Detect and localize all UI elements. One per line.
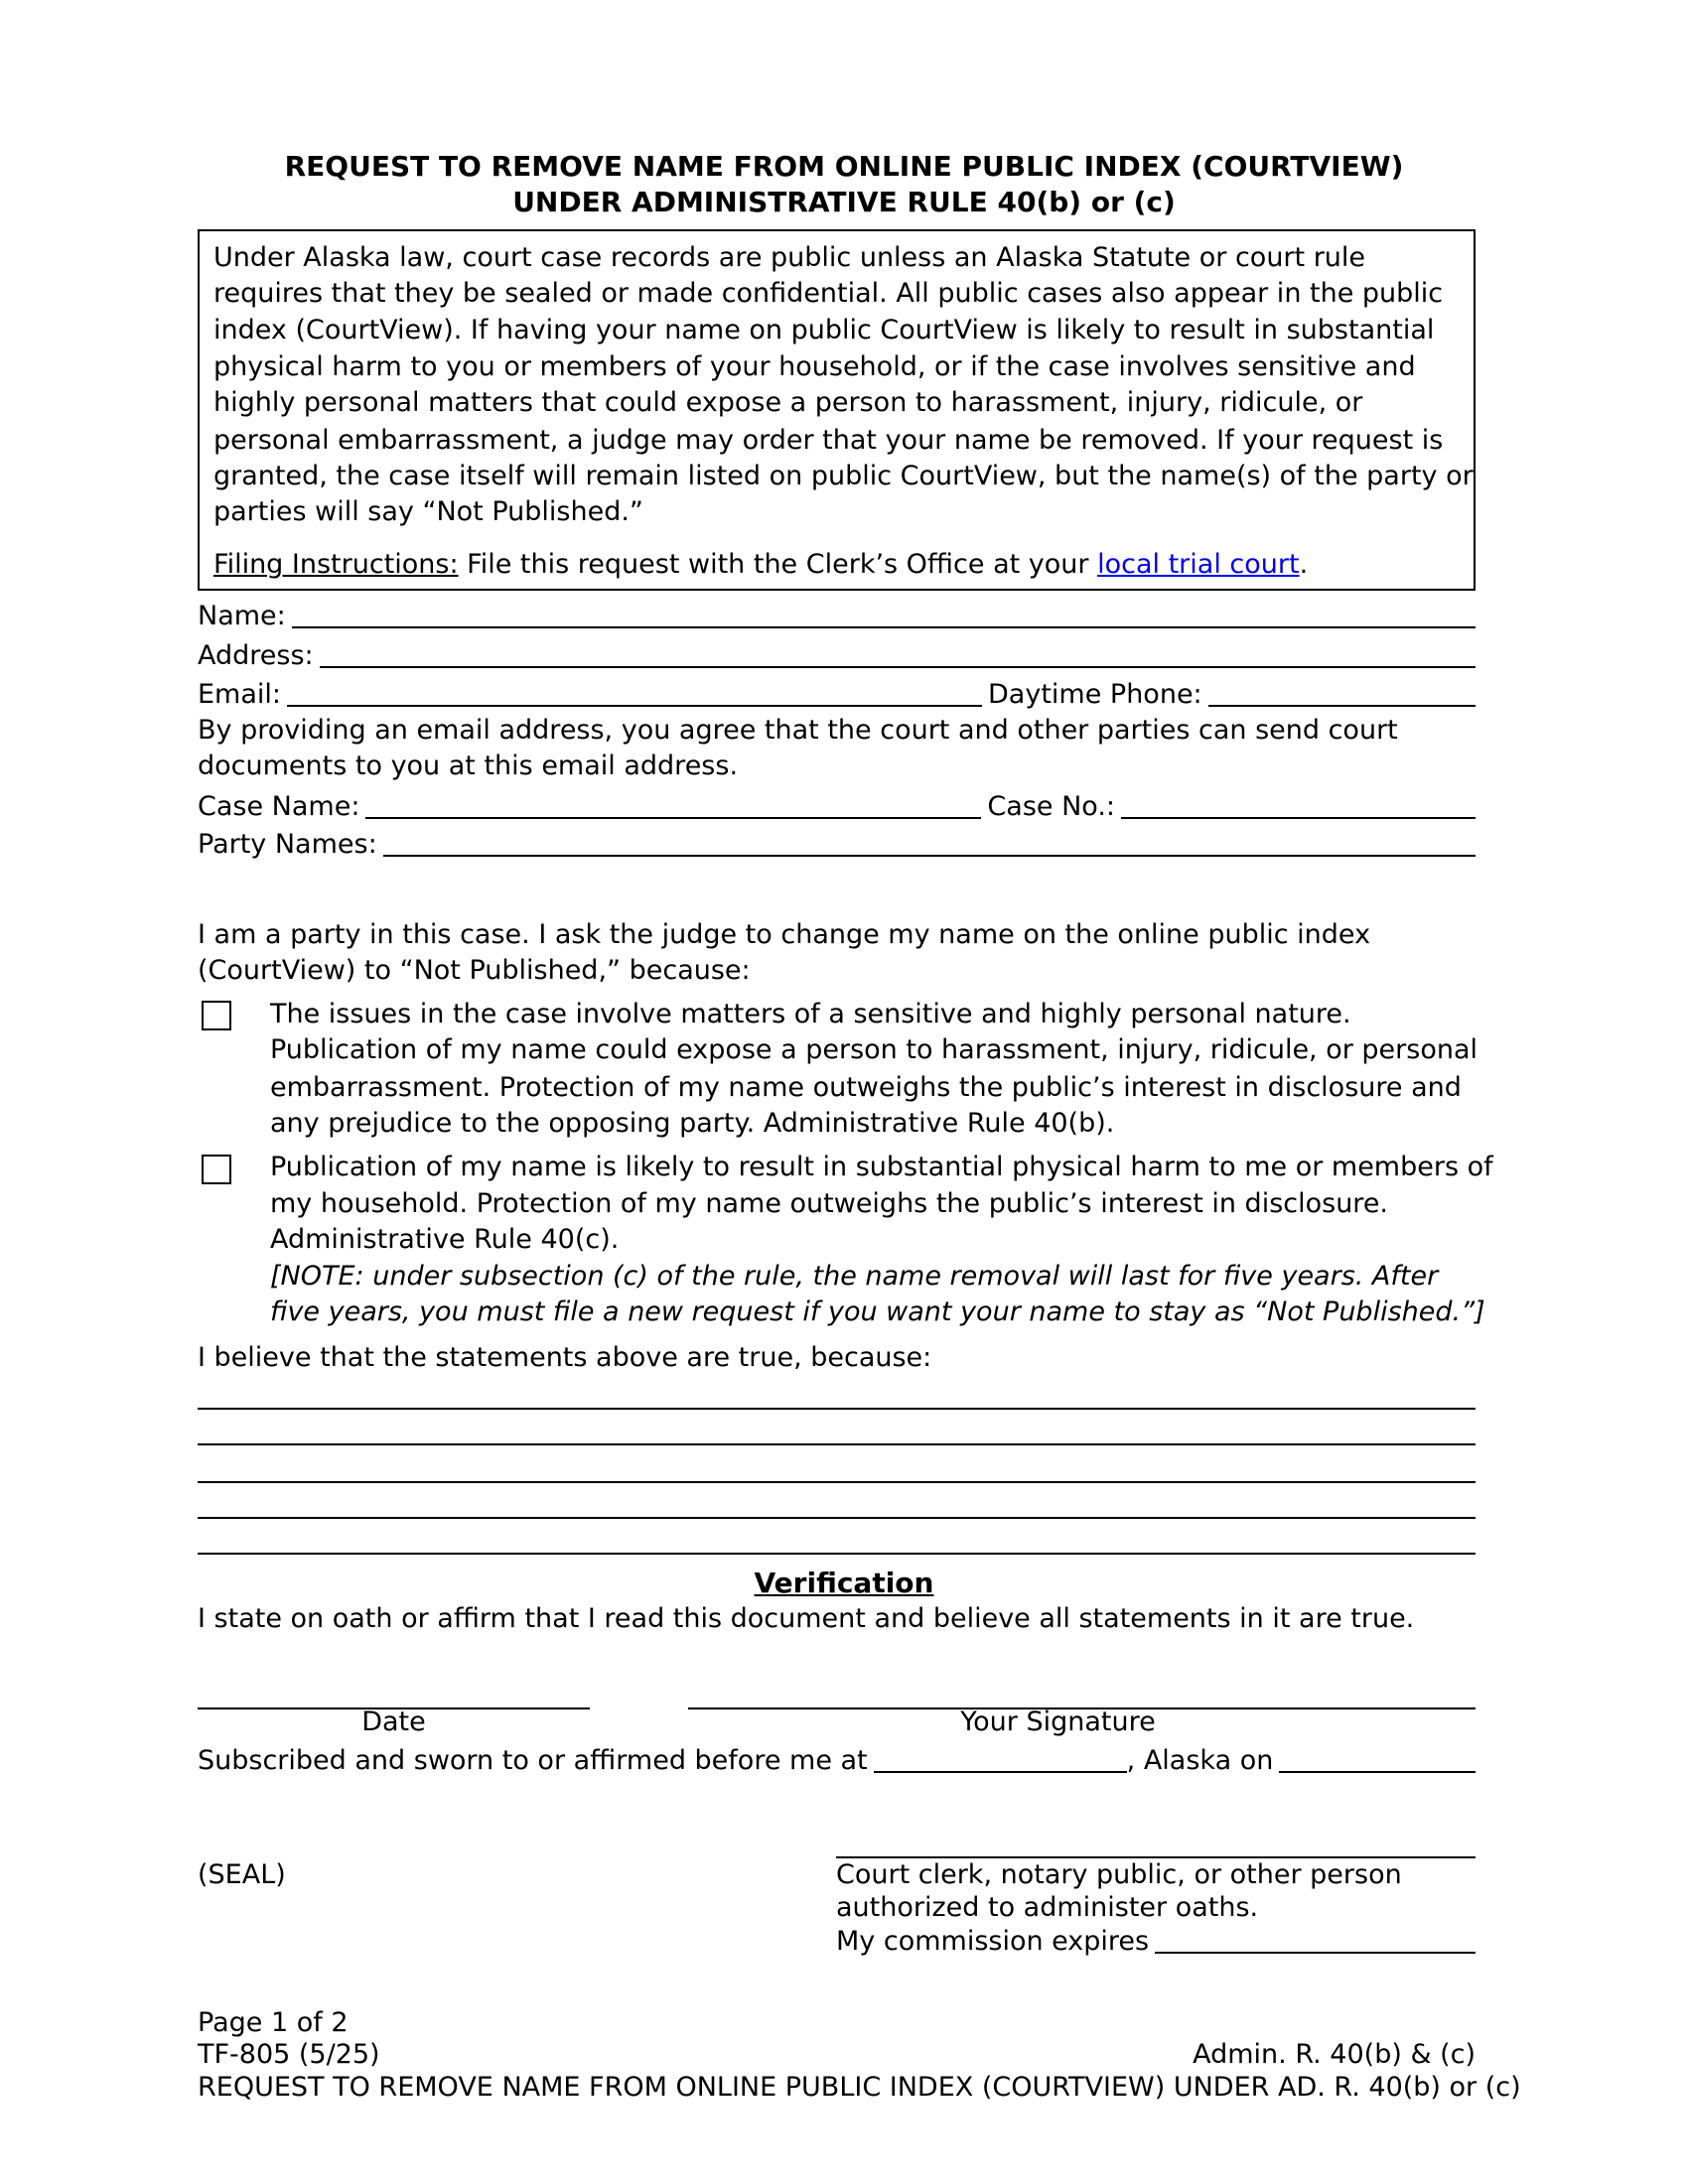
intro-line: physical harm to you or members of your household, or if the case involves sensitive and: [213, 351, 1416, 382]
address-field[interactable]: [320, 666, 1476, 668]
form-subtitle: UNDER ADMINISTRATIVE RULE 40(b) or (c): [512, 186, 1176, 218]
filing-text: File this request with the Clerk’s Office at your: [458, 549, 1098, 580]
form-title: REQUEST TO REMOVE NAME FROM ONLINE PUBLIC INDEX (COURTVIEW): [284, 150, 1404, 183]
clerk-text: Court clerk, notary public, or other person: [836, 1859, 1402, 1890]
email-field[interactable]: [287, 705, 982, 707]
case-no-field[interactable]: [1121, 817, 1476, 819]
option-40b-text: any prejudice to the opposing party. Administrative Rule 40(b).: [270, 1108, 1115, 1139]
believe-label: I believe that the statements above are true, because:: [198, 1342, 932, 1373]
address-row: [198, 638, 1476, 674]
rule-reference: Admin. R. 40(b) & (c): [1193, 2039, 1476, 2070]
name-label: Name:: [198, 601, 286, 631]
intro-line: parties will say “Not Published.”: [213, 496, 643, 527]
option-40c-text: my household. Protection of my name outweighs the public’s interest in disclosure.: [270, 1188, 1389, 1219]
intro-line: Under Alaska law, court case records are public unless an Alaska Statute or court rule: [213, 242, 1366, 273]
local-trial-court-link[interactable]: local trial court: [1097, 549, 1300, 580]
date-label: Date: [361, 1706, 426, 1737]
option-40c-checkbox[interactable]: [202, 1155, 231, 1184]
party-names-label: Party Names:: [198, 829, 377, 860]
sworn-mid: , Alaska on: [1126, 1745, 1274, 1776]
signature-label: Your Signature: [960, 1706, 1156, 1737]
intro-line: index (CourtView). If having your name on public CourtView is likely to result in substantial: [213, 315, 1435, 345]
option-40c-text: Publication of my name is likely to result in substantial physical harm to me or members of: [270, 1152, 1493, 1182]
option-40b-text: Publication of my name could expose a person to harassment, injury, ridicule, or personal: [270, 1034, 1478, 1065]
verification-statement: I state on oath or affirm that I read this document and believe all statements in it are true.: [198, 1603, 1415, 1634]
case-name-field[interactable]: [365, 817, 981, 819]
option-40c-note: [NOTE: under subsection (c) of the rule, the name removal will last for five years. After: [270, 1261, 1439, 1292]
request-text: I am a party in this case. I ask the judge to change my name on the online public index: [198, 919, 1371, 950]
request-text: (CourtView) to “Not Published,” because:: [198, 955, 751, 986]
option-40b-text: embarrassment. Protection of my name outweighs the public’s interest in disclosure and: [270, 1072, 1462, 1103]
verification-heading: Verification: [754, 1567, 934, 1599]
reason-line[interactable]: [198, 1443, 1476, 1445]
email-label: Email:: [198, 679, 282, 710]
phone-label: Daytime Phone:: [988, 679, 1202, 710]
email-note: documents to you at this email address.: [198, 751, 739, 781]
footer-title: REQUEST TO REMOVE NAME FROM ONLINE PUBLIC INDEX (COURTVIEW) UNDER AD. R. 40(b) or (c): [198, 2072, 1521, 2103]
case-no-label: Case No.:: [987, 791, 1116, 822]
commission-field[interactable]: [1155, 1952, 1476, 1954]
filing-instructions: [213, 547, 1308, 583]
option-40b-checkbox[interactable]: [202, 1001, 231, 1030]
reason-line[interactable]: [198, 1517, 1476, 1519]
intro-line: requires that they be sealed or made confidential. All public cases also appear in the public: [213, 278, 1444, 309]
intro-line: granted, the case itself will remain listed on public CourtView, but the name(s) of the party or: [213, 461, 1474, 491]
seal-label: (SEAL): [198, 1859, 286, 1890]
intro-line: highly personal matters that could expose a person to harassment, injury, ridicule, or: [213, 387, 1363, 418]
sworn-location-field[interactable]: [874, 1771, 1127, 1773]
commission-label: My commission expires: [836, 1926, 1150, 1957]
sworn-row: [198, 1743, 1476, 1779]
clerk-text: authorized to administer oaths.: [836, 1892, 1259, 1923]
intro-box: [198, 229, 1476, 591]
party-row: [198, 827, 1476, 863]
email-note: By providing an email address, you agree that the court and other parties can send court: [198, 715, 1398, 746]
party-names-field[interactable]: [383, 855, 1476, 857]
address-label: Address:: [198, 640, 314, 671]
reason-line[interactable]: [198, 1408, 1476, 1410]
option-40c-text: Administrative Rule 40(c).: [270, 1224, 620, 1255]
filing-label: Filing Instructions:: [213, 549, 459, 580]
reason-line[interactable]: [198, 1553, 1476, 1555]
sworn-date-field[interactable]: [1279, 1771, 1476, 1773]
name-row: [198, 599, 1476, 634]
phone-field[interactable]: [1208, 705, 1476, 707]
form-id: TF-805 (5/25): [198, 2039, 380, 2070]
reason-line[interactable]: [198, 1481, 1476, 1483]
page-number: Page 1 of 2: [198, 2007, 349, 2038]
case-row: [198, 789, 1476, 825]
filing-end: .: [1299, 549, 1309, 580]
commission-row: [836, 1924, 1476, 1960]
sworn-prefix: Subscribed and sworn to or affirmed before me at: [198, 1745, 868, 1776]
intro-line: personal embarrassment, a judge may order that your name be removed. If your request is: [213, 425, 1444, 456]
email-row: [198, 677, 1476, 713]
option-40c-note: five years, you must file a new request if you want your name to stay as “Not Published.”]: [270, 1297, 1485, 1327]
name-field[interactable]: [292, 626, 1476, 628]
option-40b-text: The issues in the case involve matters of a sensitive and highly personal nature.: [270, 999, 1351, 1029]
case-name-label: Case Name:: [198, 791, 360, 822]
